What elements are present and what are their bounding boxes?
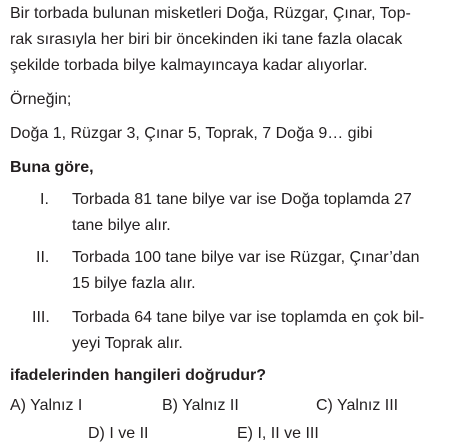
paragraph-line-3: şekilde torbada bilye kalmayıncaya kadar alıyorlar. [10,57,368,74]
statement-2-line-1: Torbada 100 tane bilye var ise Rüzgar, Çınar’dan [72,249,420,266]
option-e[interactable]: E) I, II ve III [237,425,319,442]
statement-1-line-2: tane bilye alır. [72,217,171,234]
question-text: ifadelerinden hangileri doğrudur? [10,367,267,384]
paragraph-line-1: Bir torbada bulunan misketleri Doğa, Rüzgar, Çınar, Top- [10,5,411,22]
option-c[interactable]: C) Yalnız III [316,397,399,414]
statement-1-numeral: I. [40,191,49,208]
example-text: Doğa 1, Rüzgar 3, Çınar 5, Toprak, 7 Doğa 9… gibi [10,125,373,142]
statement-3-line-1: Torbada 64 tane bilye var ise toplamda en çok bil- [72,309,425,326]
statement-2-numeral: II. [36,249,50,266]
statement-1-line-1: Torbada 81 tane bilye var ise Doğa toplamda 27 [72,191,412,208]
statement-3-line-2: yeyi Toprak alır. [72,335,183,352]
option-a[interactable]: A) Yalnız I [10,397,83,414]
option-d[interactable]: D) I ve II [88,425,149,442]
statement-2-line-2: 15 bilye fazla alır. [72,275,196,292]
statement-3-numeral: III. [32,309,50,326]
prompt-heading: Buna göre, [10,159,94,176]
option-b[interactable]: B) Yalnız II [162,397,239,414]
paragraph-line-2: rak sırasıyla her biri bir öncekinden iki tane fazla olacak [10,31,403,48]
example-label: Örneğin; [10,91,72,108]
